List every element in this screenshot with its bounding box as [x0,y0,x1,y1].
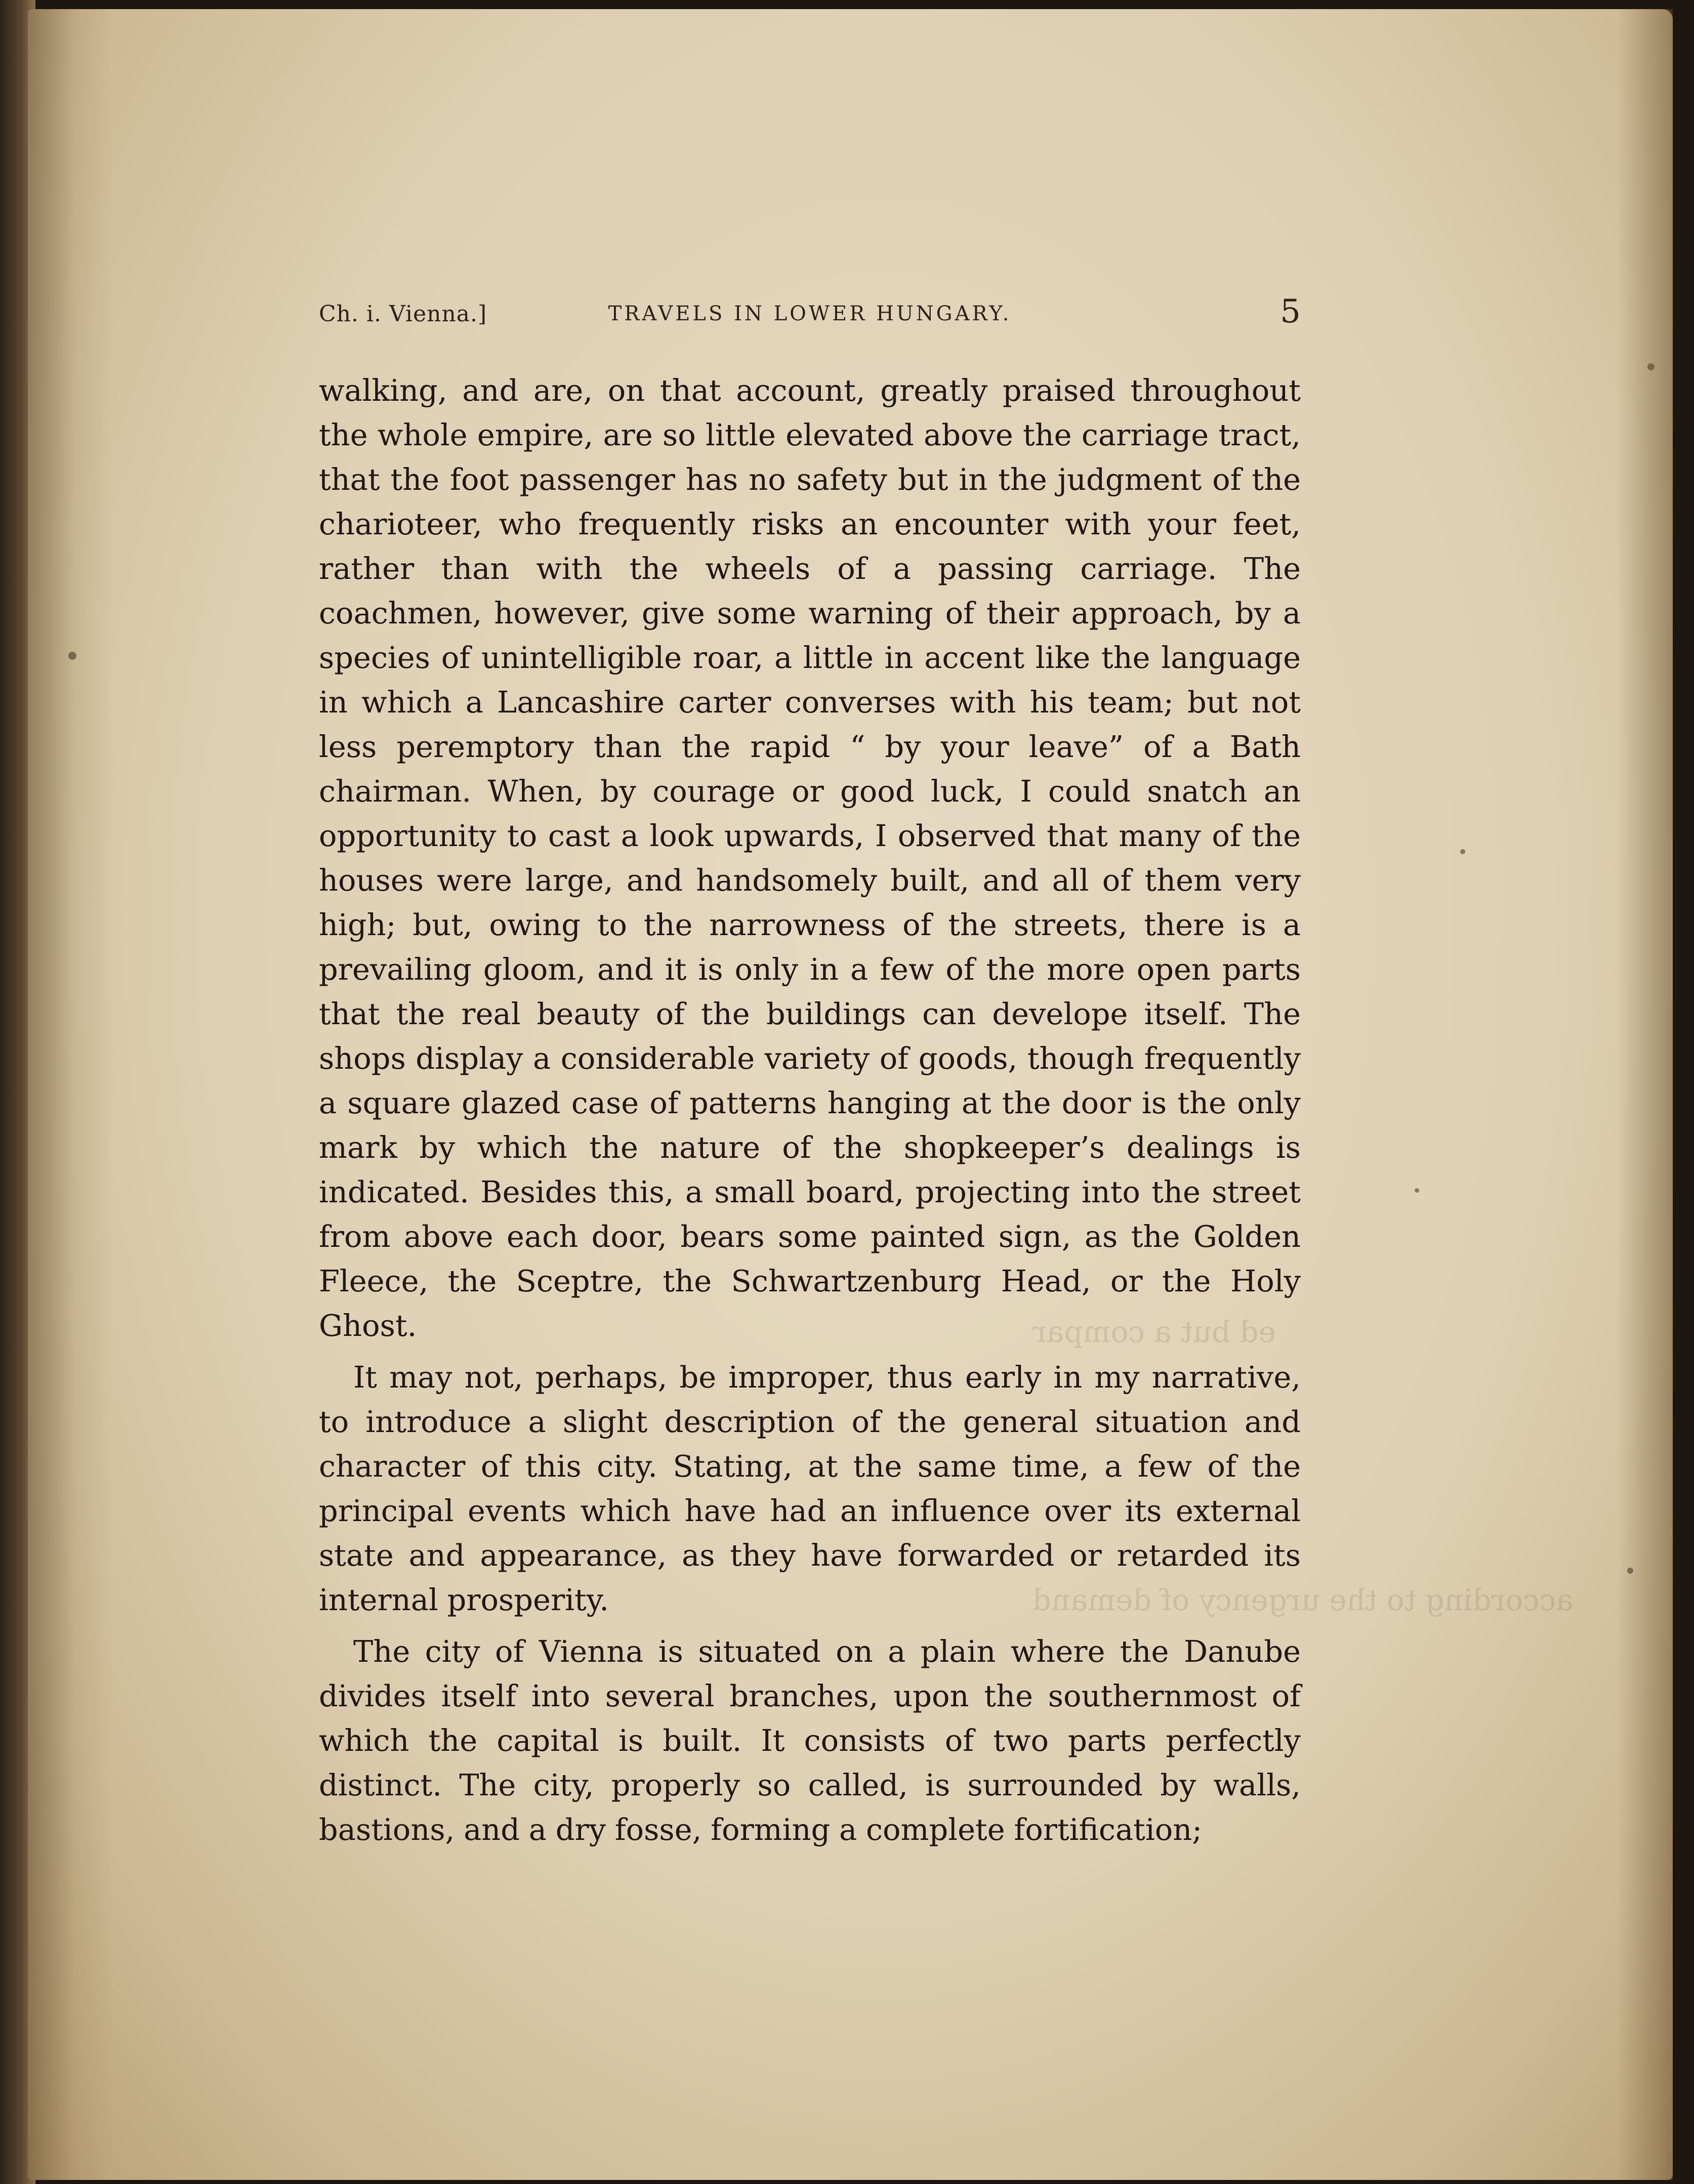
paper-speck [1415,1188,1419,1193]
paragraph: walking, and are, on that account, greatly praised throughout the whole empire, are so little elevated above the carriage tract, that the foot passenger has no safety but in the judgment of the charioteer, who frequently risks an encounter with your feet, rather than with the wheels of a passing carriage. The coachmen, however, give some warning of their approach, by a species of unintelligible roar, a little in accent like the language in which a Lancashire carter converses with his team; but not less peremptory than the rapid “ by your leave” of a Bath chairman. When, by courage or good luck, I could snatch an opportunity to cast a look upwards, I observed that many of the houses were large, and handsomely built, and all of them very high; but, owing to the narrowness of the streets, there is a prevailing gloom, and it is only in a few of the more open parts that the real beauty of the buildings can develope itself. The shops display a considerable variety of goods, though frequently a square glazed case of patterns hanging at the door is the only mark by which the nature of the shopkeeper’s dealings is indicated. Besides this, a small board, projecting into the street from above each door, bears some painted sign, as the Golden Fleece, the Sceptre, the Schwartzenburg Head, or the Holy Ghost. [319,373,1301,1343]
running-head [319,293,1301,342]
book-title: TRAVELS IN LOWER HUNGARY. [608,302,1012,325]
bleed-through-text: according to the urgency of demand [1032,1583,1574,1617]
paragraph: It may not, perhaps, be improper, thus early in my narrative, to introduce a slight description of the general situation and character of this city. Stating, at the same time, a few of the principal events which have had an influence over its external state and appearance, as they have forwarded or retarded its internal prosperity. [319,1360,1301,1617]
paper-speck [1647,363,1655,370]
paragraph: The city of Vienna is situated on a plain where the Danube divides itself into several branches, upon the southernmost of which the capital is built. It consists of two parts perfectly distinct. The city, properly so called, is surrounded by walls, bastions, and a dry fosse, forming a complete fortification; [319,1634,1301,1847]
chapter-reference: Ch. i. Vienna.] [319,301,487,327]
page-number: 5 [1280,293,1301,330]
paper-speck [68,652,76,660]
bleed-through-text: ed but a compar [1032,1315,1276,1349]
paper-speck [1460,849,1465,854]
paper-speck [1627,1568,1633,1574]
body-text [319,368,1301,1852]
